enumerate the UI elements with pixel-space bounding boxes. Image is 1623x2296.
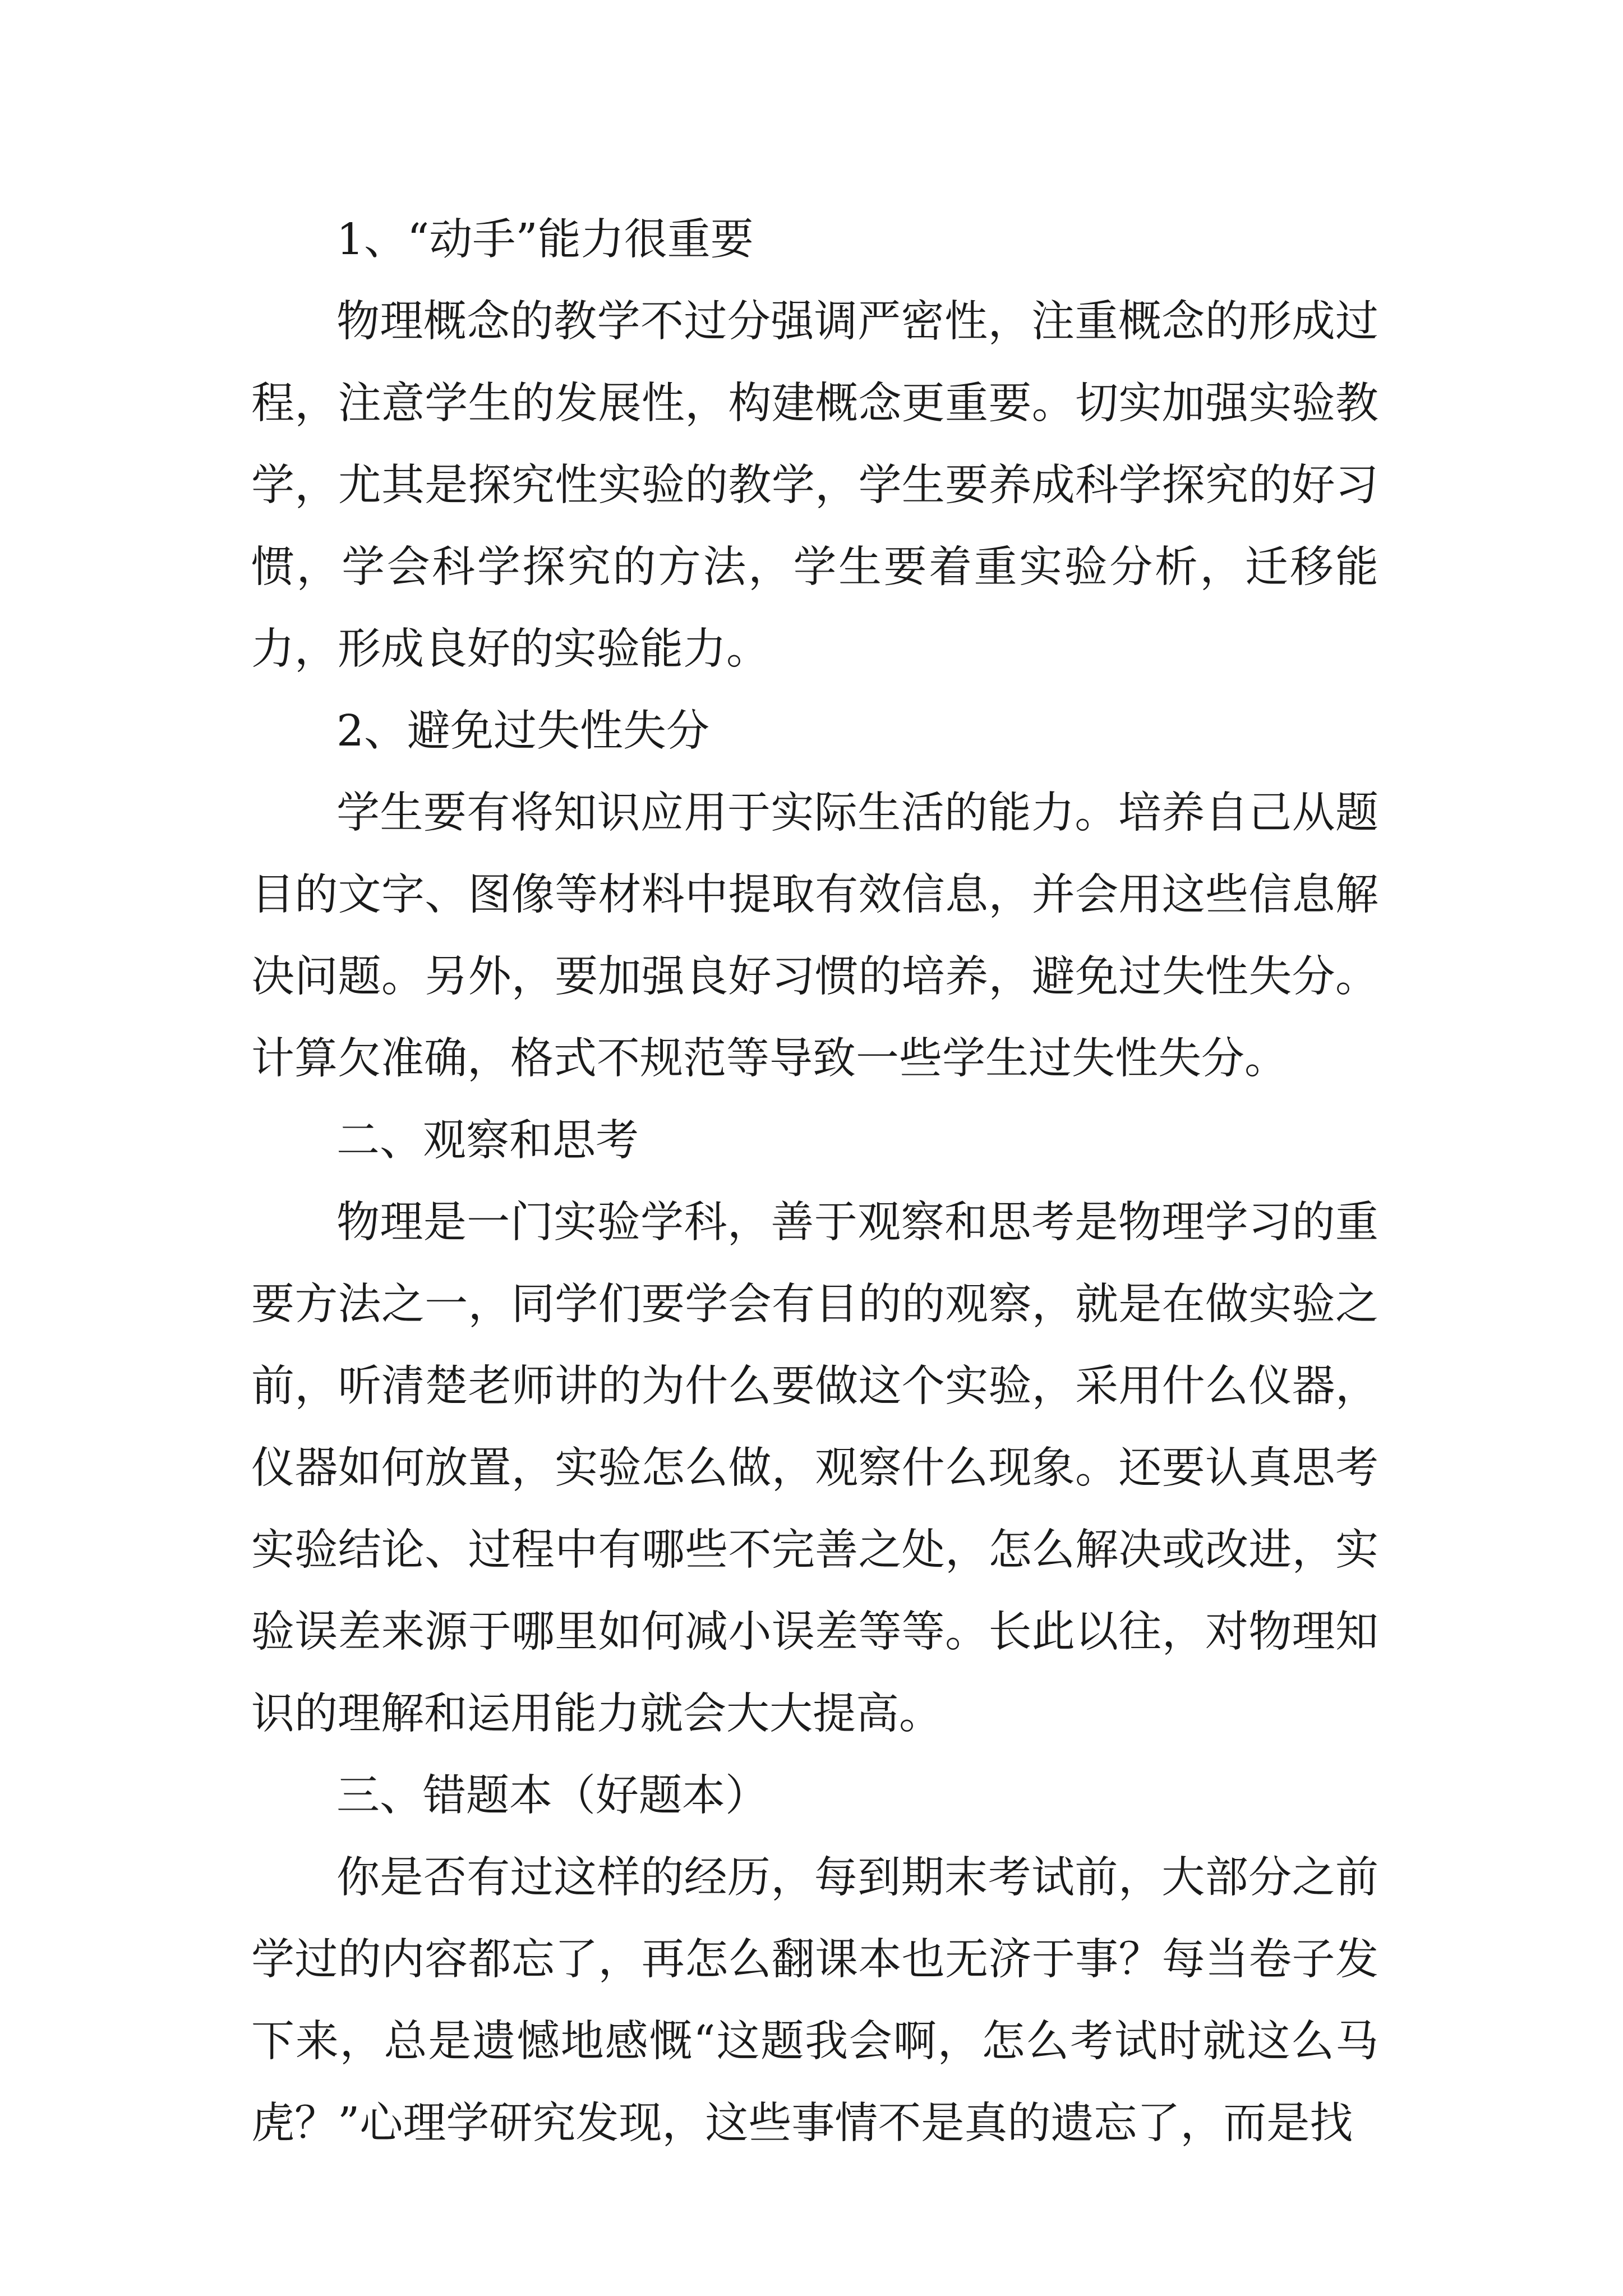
body-paragraph: 学生要有将知识应用于实际生活的能力。培养自己从题目的文字、图像等材料中提取有效信息，并会用这些信息解决问题。另外，要加强良好习惯的培养，避免过失性失分。计算欠准确，格式不规范等导致一些学生过失性失分。 xyxy=(251,788,1378,1084)
body-paragraph: 物理是一门实验学科，善于观察和思考是物理学习的重要方法之一，同学们要学会有目的的观察，就是在做实验之前，听清楚老师讲的为什么要做这个实验，采用什么仪器，仪器如何放置，实验怎么做，观察什么现象。还要认真思考实验结论、过程中有哪些不完善之处，怎么解决或改进，实验误差来源于哪里如何减小误差等等。长此以往，对物理知识的理解和运用能力就会大大提高。 xyxy=(251,1198,1378,1739)
section-heading: 三、错题本（好题本） xyxy=(336,1771,768,1821)
body-paragraph: 你是否有过这样的经历，每到期末考试前，大部分之前学过的内容都忘了，再怎么翻课本也无济于事？每当卷子发下来，总是遗憾地感慨“这题我会啊，怎么考试时就这么马虎？”心理学研究发现，这些事情不是真的遗忘了，而是找 xyxy=(251,1853,1378,2148)
document-page xyxy=(251,199,1378,2165)
section-heading: 二、观察和思考 xyxy=(336,1116,639,1166)
body-paragraph: 物理概念的教学不过分强调严密性，注重概念的形成过程，注意学生的发展性，构建概念更重要。切实加强实验教学，尤其是探究性实验的教学，学生要养成科学探究的好习惯，学会科学探究的方法，学生要着重实验分析，迁移能力，形成良好的实验能力。 xyxy=(251,297,1378,674)
section-heading: 2、避免过失性失分 xyxy=(336,706,709,756)
section-heading: 1、“动手”能力很重要 xyxy=(336,215,754,265)
